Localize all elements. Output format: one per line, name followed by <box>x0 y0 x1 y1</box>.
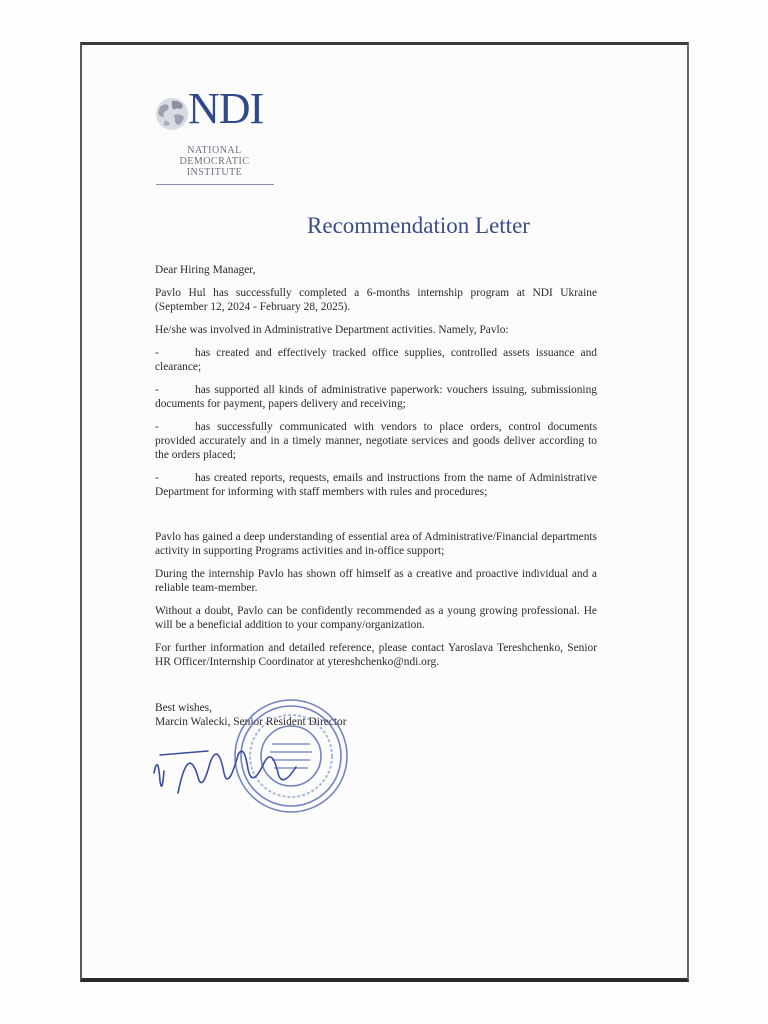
salutation: Dear Hiring Manager, <box>155 264 256 276</box>
bullet-marker: - <box>155 347 159 359</box>
signer-name: Marcin Walecki, Senior Resident Director <box>155 716 347 728</box>
list-item <box>155 346 597 374</box>
list-item-text: has created and effectively tracked office supplies, controlled assets issuance and clearance; <box>155 347 597 373</box>
logo-subtitle <box>152 145 277 178</box>
list-item <box>155 383 597 411</box>
list-item <box>155 471 597 499</box>
bullet-marker: - <box>155 384 159 396</box>
body-paragraph: For further information and detailed reference, please contact Yaroslava Tereshchenko, Senior HR Officer/Internship Coordinator at ytereshchenko@ndi.org. <box>155 642 597 668</box>
body-paragraph: During the internship Pavlo has shown off himself as a creative and proactive individual and a reliable team-member. <box>155 568 597 594</box>
bullet-marker: - <box>155 421 159 433</box>
intro-paragraph: Pavlo Hul has successfully completed a 6-months internship program at NDI Ukraine (September 12, 2024 - February 28, 2025). <box>155 287 597 313</box>
ndi-logo <box>152 84 282 189</box>
globe-icon <box>152 95 192 133</box>
logo-divider <box>156 184 274 185</box>
list-item-text: has successfully communicated with vendors to place orders, control documents provided accurately and in a timely manner, negotiate services and goods deliver according to the orders placed; <box>155 421 597 461</box>
bullet-marker: - <box>155 472 159 484</box>
logo-sub-line: DEMOCRATIC <box>179 156 250 167</box>
logo-sub-line: INSTITUTE <box>186 167 243 178</box>
logo-wordmark: NDI <box>188 84 264 133</box>
list-item <box>155 420 597 462</box>
duties-list <box>155 346 597 499</box>
letter-body <box>155 263 597 678</box>
involvement-paragraph: He/she was involved in Administrative Department activities. Namely, Pavlo: <box>155 324 509 336</box>
spacer <box>155 508 597 530</box>
body-paragraph: Without a doubt, Pavlo can be confidently recommended as a young growing professional. He will be a beneficial addition to your company/organization. <box>155 605 597 631</box>
letter-page <box>80 42 689 982</box>
body-paragraph: Pavlo has gained a deep understanding of essential area of Administrative/Financial departments activity in supporting Programs activities and in-office support; <box>155 531 597 557</box>
handwritten-signature <box>148 733 308 803</box>
list-item-text: has created reports, requests, emails and instructions from the name of Administrative Department for informing with staff members with rules and procedures; <box>155 472 597 498</box>
closing-phrase: Best wishes, <box>155 702 212 714</box>
list-item-text: has supported all kinds of administrative paperwork: vouchers issuing, submissioning documents for payment, papers delivery and receiving; <box>155 384 597 410</box>
letter-title: Recommendation Letter <box>307 213 530 238</box>
logo-sub-line: NATIONAL <box>187 145 242 156</box>
